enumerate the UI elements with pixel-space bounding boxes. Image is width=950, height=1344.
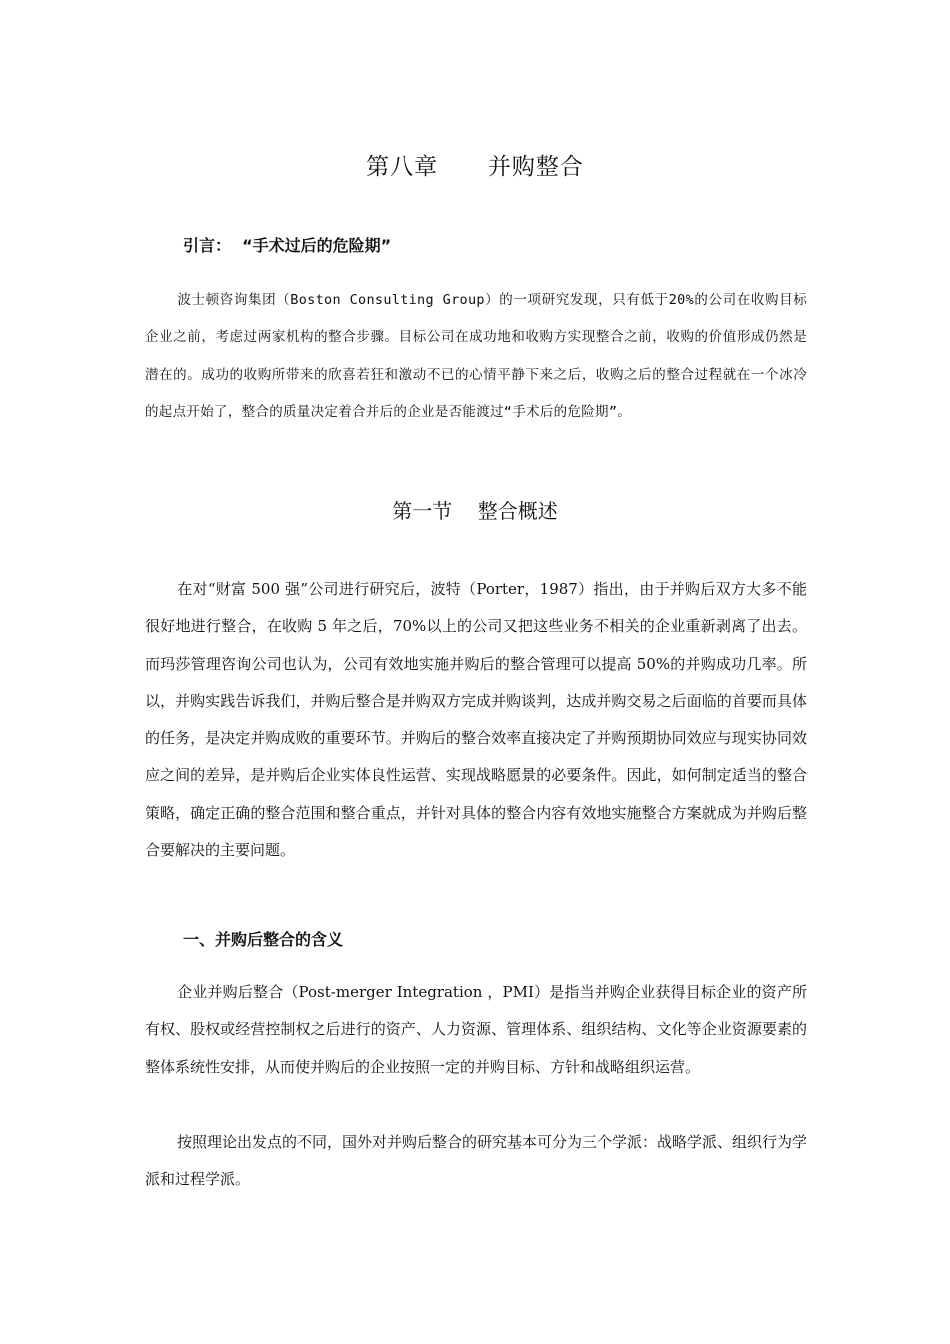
overview-paragraph bbox=[145, 571, 807, 869]
schools-paragraph-text: 按照理论出发点的不同，国外对并购后整合的研究基本可分为三个学派：战略学派、组织行为学派和过程学派。 bbox=[145, 1133, 808, 1189]
subsection-heading: 一、并购后整合的含义 bbox=[183, 930, 344, 949]
intro-paragraph bbox=[145, 282, 807, 431]
definition-paragraph-text: 企业并购后整合（Post-merger Integration ，PMI）是指当并购企业获得目标企业的资产所有权、股权或经营控制权之后进行的资产、人力资源、管理体系、组织结构、文化等企业资源要素的整体系统性安排，从而使并购后的企业按照一定的并购目标、方针和战略组织运营。 bbox=[145, 983, 807, 1076]
chapter-title: 第八章 并购整合 bbox=[366, 154, 584, 180]
intro-paragraph-text: 波士顿咨询集团（Boston Consulting Group）的一项研究发现，只有低于20%的公司在收购目标企业之前，考虑过两家机构的整合步骤。目标公司在成功地和收购方实现整合之前，收购的价值形成仍然是潜在的。成功的收购所带来的欣喜若狂和激动不已的心情平静下来之后，收购之后的整合过程就在一个冰冷的起点开始了，整合的质量决定着合并后的企业是否能渡过“手术后的危险期”。 bbox=[145, 292, 807, 420]
intro-heading: 引言： “手术过后的危险期” bbox=[183, 236, 392, 255]
section-title: 第一节 整合概述 bbox=[392, 499, 558, 523]
overview-paragraph-text: 在对“财富 500 强”公司进行研究后，波特（Porter，1987）指出，由于并购后双方大多不能很好地进行整合，在收购 5 年之后，70%以上的公司又把这些业务不相关的企业重新剥离了出去。而玛莎管理咨询公司也认为，公司有效地实施并购后的整合管理可以提高 50%的并购成功几率。所以，并购实践告诉我们，并购后整合是并购双方完成并购谈判，达成并购交易之后面临的首要而具体的任务，是决定并购成败的重要环节。并购后的整合效率直接决定了并购预期协同效应与现实协同效应之间的差异，是并购后企业实体良性运营、实现战略愿景的必要条件。因此，如何制定适当的整合策略，确定正确的整合范围和整合重点，并针对具体的整合内容有效地实施整合方案就成为并购后整合要解决的主要问题。 bbox=[145, 580, 807, 860]
schools-paragraph bbox=[145, 1124, 807, 1199]
definition-paragraph bbox=[145, 974, 807, 1086]
